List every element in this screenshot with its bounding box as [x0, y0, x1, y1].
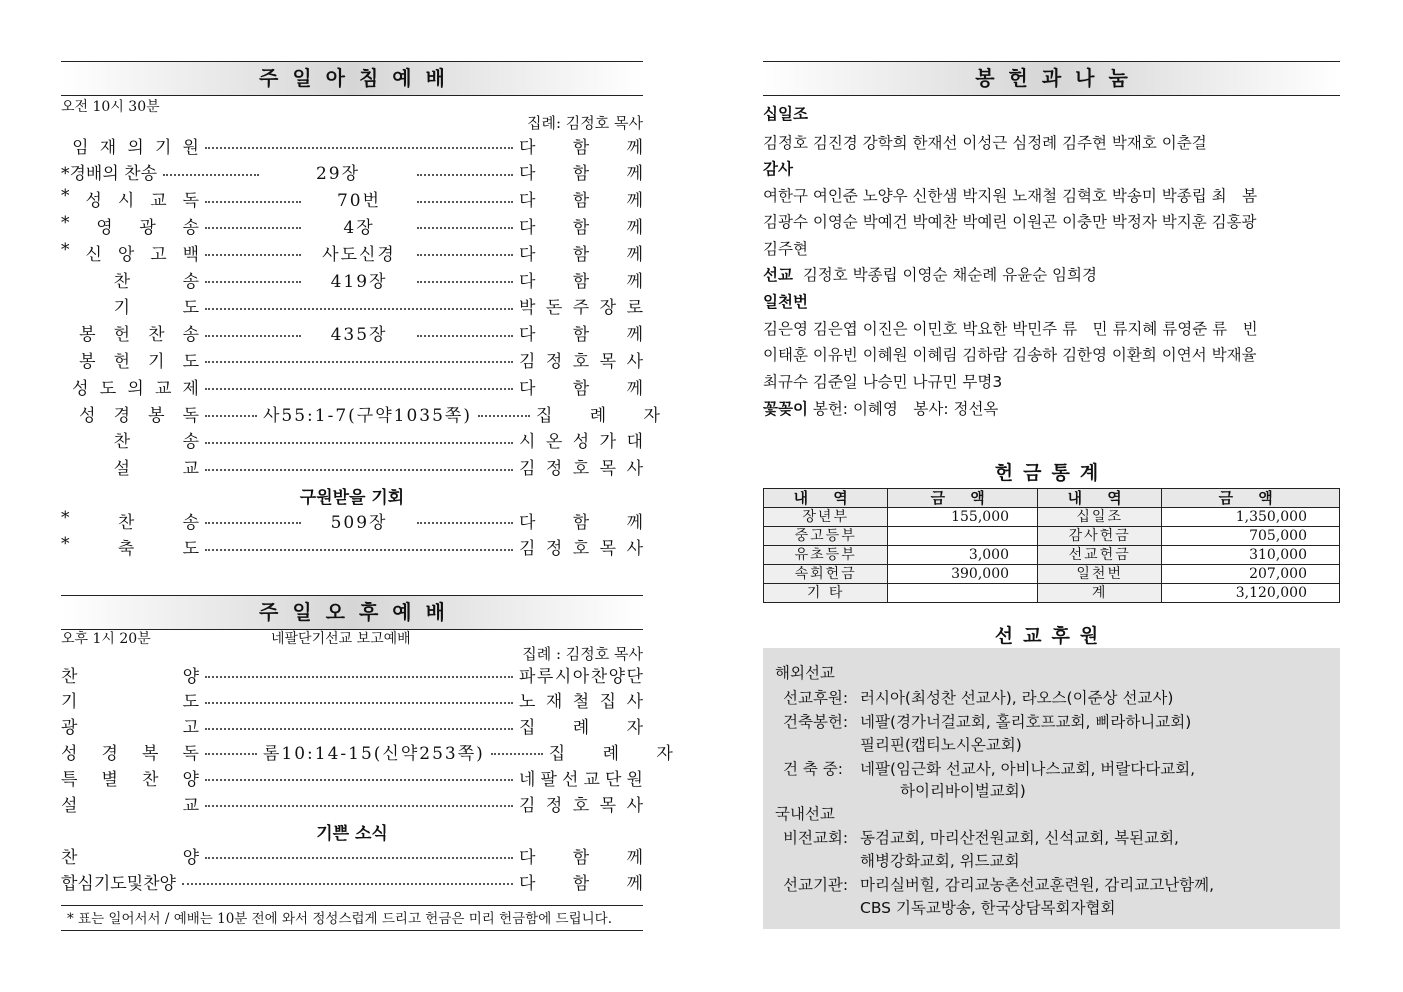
leader-dots: [205, 702, 513, 704]
order-label: * 찬 송: [61, 507, 199, 533]
order-detail: 사55:1-7(구약1035쪽): [263, 405, 472, 426]
order-row: [61, 159, 643, 185]
leader-dots: [205, 147, 513, 149]
leader-dots: [205, 779, 513, 781]
order-row: [61, 454, 643, 480]
order-label: 설 교: [61, 795, 199, 816]
order-row: [61, 764, 643, 790]
leader-dots: [205, 442, 513, 444]
order-person: 다 함 께: [519, 191, 643, 212]
order-row: [61, 534, 643, 560]
amount-cell: [888, 584, 1038, 603]
vision-value: 동검교회, 마리산전원교회, 신석교회, 복된교회,: [860, 829, 1179, 847]
table-header-row: [764, 489, 1340, 508]
leader-dots: [205, 753, 257, 755]
leader-dots: [205, 805, 513, 807]
afternoon-caption: 네팔단기선교 보고예배: [271, 631, 411, 647]
thousand-label: 일천번: [763, 293, 808, 311]
order-label: * 영 광 송: [61, 212, 199, 238]
amount-cell: [888, 527, 1038, 546]
vision-label: 비전교회:: [783, 829, 849, 847]
leader-dots: [205, 281, 301, 283]
header-amount: 금 액: [1162, 489, 1340, 508]
order-label: 광 고: [61, 718, 199, 739]
leader-dots: [417, 174, 513, 176]
vision-value-2: 해병강화교회, 위드교회: [860, 852, 1020, 870]
order-label: 기 도: [61, 692, 199, 713]
order-person: 네 팔 선 교 단 원: [519, 769, 643, 790]
order-person: 집 례 자: [535, 405, 660, 426]
item-cell: 감사헌금: [1038, 527, 1162, 546]
thousand-names-1: 김은영 김은엽 이진은 이민호 박요한 박민주 류 민 류지혜 류영준 류 빈: [763, 320, 1258, 338]
order-label: 성 경 복 독: [61, 743, 199, 764]
order-row: [61, 842, 643, 868]
order-detail: 사도신경: [322, 244, 396, 265]
mission-support-box: [763, 648, 1340, 929]
order-row: [61, 507, 643, 533]
tithe-names: 김정호 김진경 강학희 한재선 이성근 심정례 김주현 박재호 이춘걸: [763, 134, 1207, 152]
order-row: [61, 790, 643, 816]
order-person: 김 정 호 목 사: [519, 795, 643, 816]
order-row: [61, 266, 643, 292]
amount-cell: 390,000: [888, 565, 1038, 584]
order-label: 성 도 의 교 제: [72, 378, 199, 399]
header-item: 내 역: [1038, 489, 1162, 508]
agency-label: 선교기관:: [783, 876, 849, 894]
header-item: 내 역: [764, 489, 888, 508]
amount-cell: 705,000: [1162, 527, 1340, 546]
order-row: [61, 293, 643, 319]
leader-dots: [417, 335, 513, 337]
stats-title: 헌금통계: [994, 462, 1109, 484]
leader-dots: [205, 469, 513, 471]
support-title: 선교후원: [994, 625, 1109, 647]
thanks-names-3: 김주현: [763, 240, 808, 258]
order-person: 다 함 께: [519, 325, 643, 346]
order-person: 다 함 께: [519, 512, 643, 533]
offering-title: 봉헌과나눔: [975, 66, 1142, 90]
order-person: 파 루 시 아 찬 양 단: [519, 666, 643, 687]
order-detail: 롬10:14-15(신약253쪽): [263, 743, 485, 764]
leader-dots: [205, 676, 513, 678]
leader-dots: [417, 227, 513, 229]
leader-dots: [205, 361, 513, 363]
order-label: 특 별 찬 양: [61, 769, 199, 790]
item-cell: 유초등부: [764, 546, 888, 565]
support-label: 선교후원:: [783, 689, 849, 707]
item-cell: 계: [1038, 584, 1162, 603]
leader-dots: [417, 254, 513, 256]
order-person: 다 함 께: [519, 217, 643, 238]
header-amount: 금 액: [888, 489, 1038, 508]
leader-dots: [478, 415, 530, 417]
leader-dots: [205, 522, 301, 524]
leader-dots: [182, 883, 513, 885]
order-person: 박 돈 주 장 로: [519, 298, 643, 319]
order-row: [61, 346, 643, 372]
order-row: [61, 868, 643, 894]
morning-worship-title: 주일아침예배: [259, 66, 459, 90]
item-cell: 장년부: [764, 508, 888, 527]
order-person: 다 함 께: [519, 244, 643, 265]
order-label: 임 재 의 기 원: [72, 137, 199, 158]
overseas-heading: 해외선교: [775, 664, 835, 682]
order-row: [61, 427, 643, 453]
order-label: 설 교: [113, 459, 199, 480]
afternoon-leader: 집례 : 김정호 목사: [522, 645, 643, 663]
item-cell: 속회헌금: [764, 565, 888, 584]
order-person: 다 함 께: [519, 378, 643, 399]
building-value-2: 필리핀(캡티노시온교회): [860, 736, 1022, 754]
thanks-names-1: 여한구 여인준 노양우 신한샘 박지원 노재철 김혁호 박송미 박종립 최 봄: [763, 187, 1258, 205]
order-row: [61, 186, 643, 212]
agency-value-2: CBS 기독교방송, 한국상담목회자협회: [860, 899, 1116, 917]
item-cell: 일천번: [1038, 565, 1162, 584]
leader-dots: [205, 308, 513, 310]
table-row: [764, 584, 1340, 603]
order-person: 다 함 께: [519, 847, 643, 868]
leader-dots: [205, 227, 301, 229]
building-value: 네팔(경가너걸교회, 홀리호프교회, 삐라하니교회): [860, 713, 1192, 731]
afternoon-worship-banner: [61, 595, 643, 630]
order-row: [61, 239, 643, 265]
order-row: [61, 687, 643, 713]
order-detail: 435장: [330, 325, 388, 346]
order-label: 찬 송: [113, 432, 199, 453]
order-detail: 4장: [343, 217, 375, 238]
amount-cell: 3,000: [888, 546, 1038, 565]
offering-banner: [763, 61, 1340, 96]
order-label: 찬 양: [61, 666, 199, 687]
amount-cell: 310,000: [1162, 546, 1340, 565]
leader-dots: [417, 281, 513, 283]
order-label: 찬 양: [61, 847, 199, 868]
order-person: 집 례 자: [548, 743, 673, 764]
order-row: [61, 661, 643, 687]
order-row: [61, 320, 643, 346]
footer-note: * 표는 일어서서 / 예배는 10분 전에 와서 정성스럽게 드리고 헌금은 미리 헌금함에 드립니다.: [61, 905, 643, 931]
order-row: [61, 373, 643, 399]
thanks-label: 감사: [763, 160, 793, 178]
item-cell: 중고등부: [764, 527, 888, 546]
construction-label: 건 축 중:: [783, 760, 843, 778]
order-row: [61, 132, 643, 158]
order-label: 봉 헌 찬 송: [79, 325, 199, 346]
order-label: 기 도: [113, 298, 199, 319]
order-label: * 축 도: [61, 534, 199, 559]
order-person: 시 온 성 가 대: [519, 432, 643, 453]
order-label: 성 경 봉 독: [79, 405, 199, 426]
morning-worship-banner: [61, 61, 643, 96]
domestic-heading: 국내선교: [775, 805, 835, 823]
construction-value: 네팔(임근화 선교사, 아비나스교회, 버랄다다교회,: [860, 760, 1196, 778]
leader-dots: [205, 335, 301, 337]
order-label: * 성 시 교 독: [61, 186, 199, 212]
table-row: [764, 565, 1340, 584]
item-cell: 기 타: [764, 584, 888, 603]
order-person: 다 함 께: [519, 271, 643, 292]
item-cell: 선교헌금: [1038, 546, 1162, 565]
leader-dots: [205, 388, 513, 390]
tithe-label: 십일조: [763, 105, 808, 123]
order-person: 다 함 께: [519, 137, 643, 158]
order-label: 합심기도및찬양: [61, 873, 176, 894]
agency-value: 마리실버힐, 감리교농촌선교훈련원, 감리교고난함께,: [860, 876, 1215, 894]
thanks-names-2: 김광수 이영순 박예건 박예찬 박예린 이원곤 이충만 박정자 박지훈 김홍광: [763, 213, 1257, 231]
order-detail: 29장: [315, 164, 361, 185]
leader-dots: [205, 201, 301, 203]
amount-cell: 155,000: [888, 508, 1038, 527]
amount-cell: 207,000: [1162, 565, 1340, 584]
order-person: 노 재 철 집 사: [519, 692, 643, 713]
afternoon-worship-title: 주일오후예배: [259, 600, 459, 624]
table-row: [764, 546, 1340, 565]
order-detail: 70번: [336, 191, 382, 212]
leader-dots: [205, 254, 301, 256]
order-person: 김 정 호 목 사: [519, 459, 643, 480]
order-person: 집 례 자: [519, 718, 643, 739]
offering-stats-table: [763, 488, 1340, 603]
order-person: 다 함 께: [519, 873, 643, 894]
support-value: 러시아(최성찬 선교사), 라오스(이준상 선교사): [860, 689, 1174, 707]
amount-cell: 3,120,000: [1162, 584, 1340, 603]
order-label: *경배의 찬송: [61, 164, 158, 185]
leader-dots: [205, 549, 513, 551]
order-label: * 신 앙 고 백: [61, 239, 199, 265]
leader-dots: [205, 415, 257, 417]
order-label: 찬 송: [113, 271, 199, 292]
leader-dots: [491, 753, 543, 755]
order-detail: 419장: [330, 271, 388, 292]
leader-dots: [163, 174, 259, 176]
morning-leader: 집례: 김정호 목사: [526, 114, 643, 132]
leader-dots: [417, 201, 513, 203]
order-detail: 509장: [330, 512, 388, 533]
afternoon-subtitle: 기쁜 소식: [316, 824, 388, 844]
order-person: 김 정 호 목 사: [519, 351, 643, 372]
order-row: [61, 713, 643, 739]
table-row: [764, 508, 1340, 527]
flower-line: 꽃꽂이 봉헌: 이혜영 봉사: 정선옥: [763, 400, 999, 418]
item-cell: 십일조: [1038, 508, 1162, 527]
leader-dots: [205, 857, 513, 859]
building-label: 건축봉헌:: [783, 713, 849, 731]
table-row: [764, 527, 1340, 546]
morning-time: 오전 10시 30분: [61, 99, 160, 115]
order-row: [61, 400, 660, 426]
thousand-names-3: 최규수 김준일 나승민 나규민 무명3: [763, 373, 1003, 391]
leader-dots: [417, 522, 513, 524]
order-person: 다 함 께: [519, 164, 643, 185]
leader-dots: [205, 728, 513, 730]
order-row: [61, 212, 643, 238]
thousand-names-2: 이태훈 이유빈 이혜원 이혜림 김하람 김송하 김한영 이환희 이연서 박재율: [763, 346, 1257, 364]
order-row: [61, 738, 673, 764]
amount-cell: 1,350,000: [1162, 508, 1340, 527]
afternoon-time: 오후 1시 20분: [61, 631, 151, 647]
construction-value-2: 하이리바이벌교회): [900, 782, 1026, 800]
morning-subtitle: 구원받을 기회: [299, 488, 405, 508]
mission-offering-line: 선교 김정호 박종립 이영순 채순례 유윤순 임희경: [763, 266, 1097, 284]
order-person: 김 정 호 목 사: [519, 539, 643, 559]
order-label: 봉 헌 기 도: [79, 351, 199, 372]
